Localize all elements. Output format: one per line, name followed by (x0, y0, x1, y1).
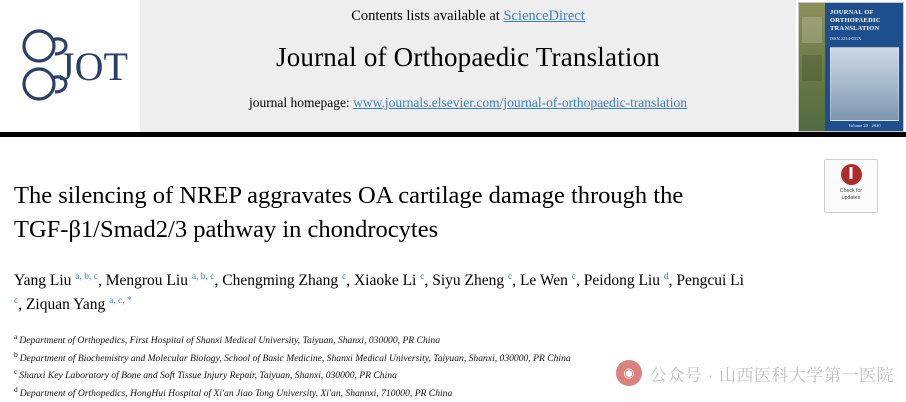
journal-homepage-link[interactable]: www.journals.elsevier.com/journal-of-orthopaedic-translation (353, 94, 688, 110)
author-name: Le Wen (519, 272, 572, 289)
crossmark-line1: Check for (839, 188, 863, 194)
author-affiliation-marker: c (507, 271, 513, 282)
watermark (616, 360, 894, 386)
author-separator: , (576, 272, 584, 289)
watermark-logo-icon: ◉ (616, 360, 642, 386)
cover-footer: Volume 20 · 2020 (848, 123, 881, 128)
journal-header-block (140, 0, 796, 132)
author-affiliation-marker: c (341, 271, 347, 282)
author-separator: , (346, 272, 354, 289)
author-affiliation-marker: a, b, c (75, 271, 98, 282)
sciencedirect-link[interactable]: ScienceDirect (503, 8, 585, 24)
contents-line (140, 6, 796, 28)
journal-title: Journal of Orthopaedic Translation (276, 41, 660, 72)
journal-logo (0, 0, 140, 132)
affiliation-text: Department of Biochemistry and Molecular Biology, School of Basic Medicine, Shanxi Medical University, Taiyuan, Shanxi, 030000, PR China (19, 352, 571, 364)
author-name: Siyu Zheng (432, 272, 508, 289)
affiliation-text: Department of Orthopedics, First Hospital of Shanxi Medical University, Taiyuan, Shanxi, 030000, PR China (19, 335, 441, 347)
crossmark-box[interactable] (824, 159, 878, 213)
affiliation-item (14, 384, 888, 402)
journal-cover-thumbnail (796, 0, 906, 132)
cover-issn: ISSN 2214-031X (830, 36, 862, 42)
author-separator: , (668, 272, 677, 289)
author-affiliation-marker: c (420, 271, 425, 282)
cover-artwork (830, 47, 899, 121)
affiliation-item (14, 331, 888, 349)
author-name: Yang Liu (14, 272, 76, 289)
journal-masthead (0, 0, 906, 132)
author-name: Mengrou Liu (105, 272, 192, 289)
author-affiliation-marker: c (14, 295, 19, 306)
affiliation-text: Shanxi Key Laboratory of Bone and Soft Tissue Injury Repair, Taiyuan, Shanxi, 030000, PR China (19, 370, 397, 382)
author-affiliation-marker: d (663, 271, 669, 282)
author-name: Chengming Zhang (222, 272, 342, 289)
crossmark-icon (841, 164, 862, 185)
cover-image (798, 2, 904, 132)
affiliation-marker: b (14, 349, 18, 359)
affiliation-marker: d (14, 385, 18, 395)
affiliation-marker: c (14, 367, 18, 377)
author-list (14, 269, 754, 317)
author-affiliation-marker: a, b, c (191, 271, 215, 282)
cover-front (825, 3, 903, 131)
cover-title-line2: ORTHOPAEDIC (830, 17, 881, 25)
author-separator: , (97, 272, 106, 289)
author-name: Pengcui Li (676, 272, 744, 289)
jot-logo-icon (11, 24, 129, 108)
homepage-line (140, 95, 796, 111)
author-name: Xiaoke Li (353, 272, 421, 289)
cover-title-line1: JOURNAL OF (830, 9, 874, 16)
watermark-text: 公众号 · 山西医科大学第一医院 (649, 365, 894, 385)
author-separator: , (512, 272, 520, 289)
svg-text:JOT: JOT (59, 44, 128, 89)
affiliation-text: Department of Orthopedics, HongHui Hospital of Xi'an Jiao Tong University, Xi'an, Shannxi, 710000, PR China (19, 388, 453, 400)
cover-title-line3: TRANSLATION (830, 25, 880, 33)
crossmark-badge[interactable] (824, 159, 878, 213)
contents-prefix: Contents lists available at (351, 8, 504, 24)
author-separator: , (424, 272, 433, 289)
author-affiliation-marker: c (571, 271, 577, 282)
crossmark-line2: updates (841, 194, 861, 201)
author-name: Ziquan Yang (25, 296, 110, 314)
cover-spine (799, 3, 825, 131)
article-title: The silencing of NREP aggravates OA cartilage damage through the TGF-β1/Smad2/3 pathway in chondrocytes (14, 182, 684, 244)
homepage-prefix: journal homepage: (248, 94, 354, 110)
author-separator: , (18, 296, 26, 314)
affiliation-marker: a (14, 332, 18, 342)
author-name: Peidong Liu (583, 272, 664, 289)
author-separator: , (214, 272, 223, 289)
author-affiliation-marker: a, c, * (109, 295, 132, 306)
